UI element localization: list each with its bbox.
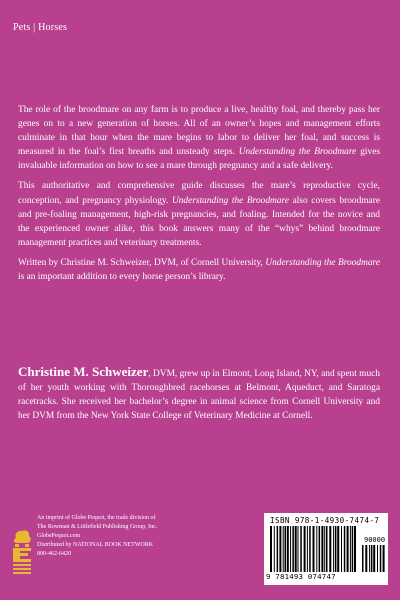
price-addon-bars — [361, 545, 385, 572]
barcode-digits: 9 781493 074747 — [266, 572, 336, 581]
barcode-bar — [350, 526, 351, 572]
barcode-bar — [347, 526, 349, 572]
publisher-line: An imprint of Globe Pequot, the trade division of — [37, 515, 156, 521]
barcode-bar — [290, 526, 291, 572]
description-paragraph — [18, 103, 380, 173]
barcode-bar — [319, 526, 321, 572]
barcode-bar — [285, 526, 287, 572]
barcode-bar — [352, 526, 354, 572]
description-text: The role of the broodmare on any farm is to produce a live, healthy foal, and thereby pass her genes on to a new generation of horses. All of an owner’s hopes and management efforts culminate in that hour when the mare begins to labor to deliver her foal, and success is measured in the foal’s first breaths and unsteady steps. — [18, 105, 380, 158]
barcode-bar — [292, 526, 294, 572]
description-paragraph — [18, 179, 380, 249]
book-title-italic: Understanding the Broodmare — [238, 147, 357, 158]
publisher-website: GlobePequot.com — [37, 533, 81, 539]
barcode-bar — [274, 526, 275, 572]
distributor-line: Distributed by NATIONAL BOOK NETWORK — [37, 542, 154, 548]
description-text: also covers broodmare and pre-foaling management, high-risk pregnancies, and foaling. Intended for the novice and the experienced owner alike, this book answers many of the “whys” behind broodmare management practices and veterinary treatments. — [18, 195, 380, 248]
publisher-info — [37, 514, 237, 559]
barcode-bar — [369, 545, 370, 572]
barcode-bar — [270, 526, 272, 572]
description-text: is an important addition to every horse person’s library. — [18, 272, 226, 283]
barcode-bar — [380, 545, 382, 572]
book-title-italic: Understanding the Broodmare — [171, 195, 289, 206]
barcode-bar — [300, 526, 302, 572]
price-code: 90000 — [364, 536, 386, 544]
author-bio — [18, 365, 380, 423]
barcode-bar — [362, 545, 364, 572]
publisher-line: The Rowman & Littlefield Publishing Group, Inc. — [37, 524, 158, 530]
author-bio-text: , DVM, grew up in Elmont, Long Island, NY, and spent much of her youth working with Thoroughbred racehorses at Belmont, Aqueduct, and Saratoga racetracks. She received her bachelor’s degree in animal science from Cornell University and her DVM from the New York State College of Veterinary Medicine at Cornell. — [18, 369, 380, 422]
barcode-bar — [321, 526, 323, 572]
barcode-bar — [287, 526, 289, 572]
barcode-bar — [337, 526, 339, 572]
barcode-bar — [304, 526, 306, 572]
barcode-bar — [309, 526, 311, 572]
description-paragraph — [18, 256, 380, 284]
barcode-bar — [371, 545, 373, 572]
barcode-bar — [295, 526, 297, 572]
barcode-bar — [283, 526, 284, 572]
barcode-bar — [279, 526, 281, 572]
barcode-bar — [344, 526, 346, 572]
barcode-bar — [277, 526, 279, 572]
description-text: Written by Christine M. Schweizer, DVM, of Cornell University, — [18, 257, 266, 268]
barcode-bar — [298, 526, 299, 572]
distributor-phone: 800-462-6420 — [37, 551, 71, 557]
barcode-bar — [326, 526, 328, 572]
isbn-barcode — [264, 513, 388, 585]
barcode-bar — [365, 545, 367, 572]
barcode-bar — [329, 526, 331, 572]
barcode-bar — [377, 545, 378, 572]
globe-pequot-press-logo-icon — [10, 528, 34, 576]
barcode-bar — [335, 526, 337, 572]
book-title-italic: Understanding the Broodmare — [265, 257, 380, 268]
barcode-bar — [354, 526, 356, 572]
barcode-bar — [307, 526, 308, 572]
category-label: Pets | Horses — [13, 22, 68, 33]
ean-barcode-bars — [269, 526, 359, 572]
barcode-bar — [373, 545, 375, 572]
barcode-bar — [324, 526, 325, 572]
author-name: Christine M. Schweizer — [18, 364, 149, 379]
barcode-bar — [316, 526, 317, 572]
barcode-bar — [333, 526, 334, 572]
description-text: gives invaluable information on how to see a mare through pregnancy and a safe delivery. — [18, 147, 381, 172]
barcode-bar — [383, 545, 385, 572]
book-description — [18, 103, 380, 290]
description-text: This authoritative and comprehensive guide discusses the mare’s reproductive cycle, conception, and pregnancy physiology. — [18, 181, 380, 206]
isbn-number: ISBN 978-1-4930-7474-7 — [270, 516, 380, 525]
barcode-bar — [313, 526, 315, 572]
barcode-bar — [341, 526, 342, 572]
